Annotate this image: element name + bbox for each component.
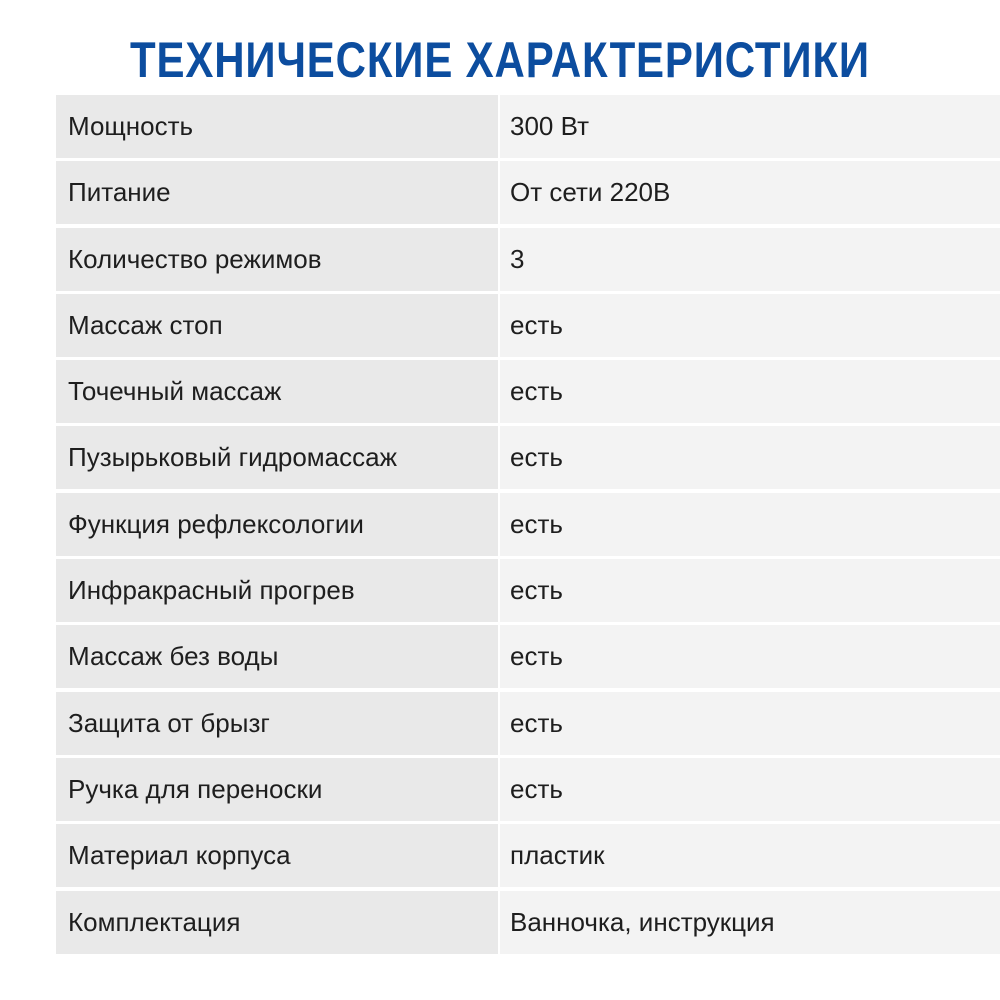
spec-value: Ванночка, инструкция xyxy=(500,891,1000,954)
spec-value: есть xyxy=(500,559,1000,622)
spec-value: есть xyxy=(500,493,1000,556)
spec-value: пластик xyxy=(500,824,1000,887)
spec-label: Защита от брызг xyxy=(56,692,498,755)
spec-row xyxy=(56,758,1000,824)
spec-label: Ручка для переноски xyxy=(56,758,498,821)
spec-row xyxy=(56,294,1000,360)
spec-row xyxy=(56,493,1000,559)
spec-row xyxy=(56,228,1000,294)
spec-value: есть xyxy=(500,625,1000,688)
spec-label: Мощность xyxy=(56,95,498,158)
spec-value: есть xyxy=(500,692,1000,755)
spec-label: Точечный массаж xyxy=(56,360,498,423)
spec-row xyxy=(56,95,1000,161)
spec-label: Массаж без воды xyxy=(56,625,498,688)
spec-row xyxy=(56,161,1000,227)
spec-row xyxy=(56,426,1000,492)
spec-value: 3 xyxy=(500,228,1000,291)
spec-value: есть xyxy=(500,426,1000,489)
spec-label: Массаж стоп xyxy=(56,294,498,357)
spec-value: есть xyxy=(500,360,1000,423)
spec-value: 300 Вт xyxy=(500,95,1000,158)
spec-row xyxy=(56,559,1000,625)
spec-label: Функция рефлексологии xyxy=(56,493,498,556)
spec-row xyxy=(56,692,1000,758)
spec-label: Материал корпуса xyxy=(56,824,498,887)
spec-value: От сети 220В xyxy=(500,161,1000,224)
spec-value: есть xyxy=(500,758,1000,821)
spec-label: Количество режимов xyxy=(56,228,498,291)
spec-label: Комплектация xyxy=(56,891,498,954)
spec-row xyxy=(56,360,1000,426)
spec-value: есть xyxy=(500,294,1000,357)
spec-row xyxy=(56,625,1000,691)
spec-label: Инфракрасный прогрев xyxy=(56,559,498,622)
spec-label: Пузырьковый гидромассаж xyxy=(56,426,498,489)
spec-label: Питание xyxy=(56,161,498,224)
page-title: ТЕХНИЧЕСКИЕ ХАРАКТЕРИСТИКИ xyxy=(130,32,870,88)
specs-table xyxy=(56,95,1000,957)
spec-row xyxy=(56,891,1000,957)
spec-row xyxy=(56,824,1000,890)
